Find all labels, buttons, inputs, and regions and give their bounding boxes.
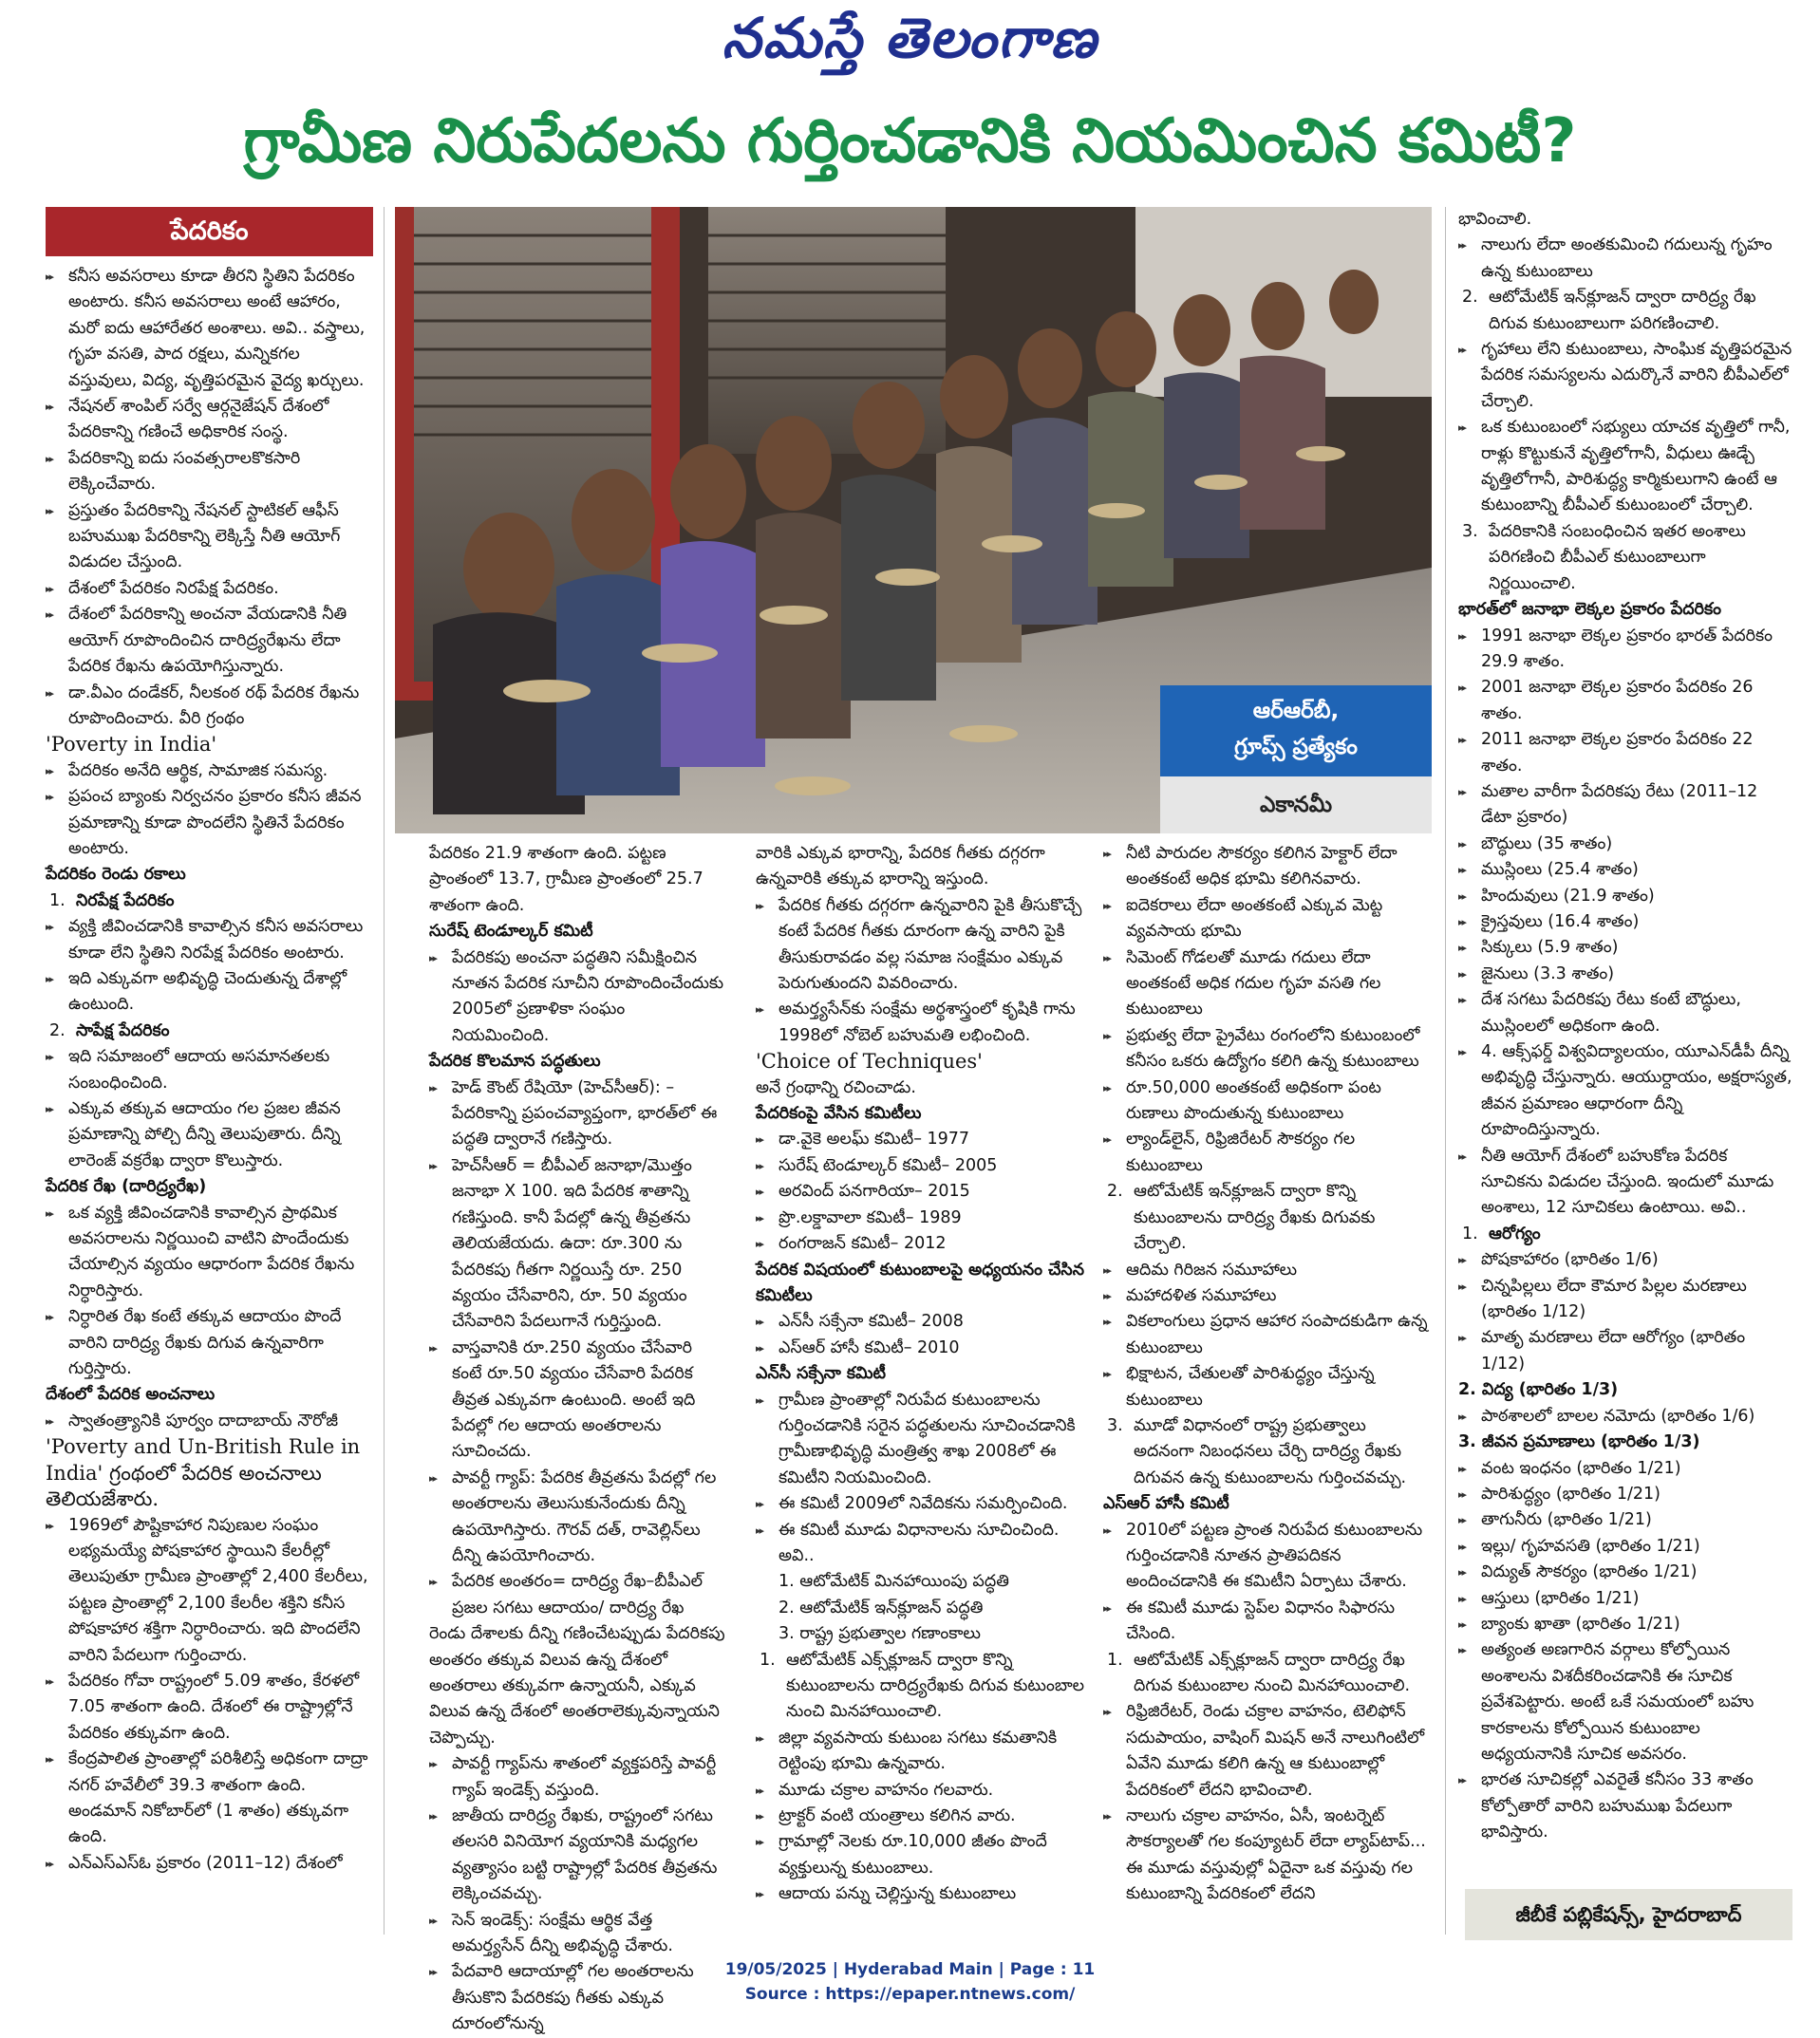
bullet-point: ▸▸ ఒక కుటుంబంలో సభ్యులు యాచక వృత్తిలో గానీ, రాళ్లు కొట్టుకునే వృత్తిలోగానీ, వీధులు ఊడ్చే వృత్తిలోగానీ, పారిశుద్ధ్య కార్మికులుగాని ఉంటే ఆ కుటుంబాన్ని బీపీఎల్ కుటుంబంలో చేర్చాలి. (1458, 415, 1792, 519)
bullet-point: ▸▸ గ్రామీణ ప్రాంతాల్లో నిరుపేద కుటుంబాలను గుర్తించడానికి సరైన పద్ధతులను సూచించడానికి గ్రామీణాభివృద్ధి మంత్రిత్వ శాఖ 2008లో ఈ కమిటీని నియమించింది. (756, 1388, 1085, 1492)
bullet-point: ▸▸ ఎన్ఎస్ఎస్ఓ ప్రకారం (2011–12) దేశంలో (46, 1851, 373, 1877)
bullet-point: ▸▸ రంగరాజన్ కమిటీ– 2012 (756, 1231, 1085, 1257)
bullet-point: ▸▸ మహాదళిత సమూహాలు (1103, 1283, 1432, 1309)
column-4 (1103, 841, 1432, 1928)
bullet-point: ▸▸ ఎన్‌సీ సక్సేనా కమిటీ– 2008 (756, 1309, 1085, 1335)
bullet-point: ▸▸ హెడ్ కౌంట్ రేషియో (హెచ్‌సీఆర్): – పేదరికాన్ని ప్రపంచవ్యాప్తంగా, భారత్‌లో ఈ పద్ధతి ద్వారానే గణిస్తారు. (429, 1075, 725, 1153)
numbered-point (756, 1648, 1085, 1726)
bullet-point: ▸▸ ఆదాయ పన్ను చెల్లిస్తున్న కుటుంబాలు (756, 1881, 1085, 1907)
point-number: 3. (1462, 521, 1478, 541)
bullet-point: ▸▸ క్రైస్తవులు (16.4 శాతం) (1458, 909, 1792, 935)
subheading: 3. జీవన ప్రమాణాలు (భారితం 1/3) (1458, 1432, 1700, 1452)
bullet-point: ▸▸ చిన్నపిల్లలు లేదా కౌమార పిల్లల మరణాలు (భారితం 1/12) (1458, 1274, 1792, 1326)
bullet-point: ▸▸ పాఠశాలలో బాలల నమోదు (భారితం 1/6) (1458, 1404, 1792, 1430)
bullet-point: ▸▸ ప్రభుత్వ లేదా ప్రైవేటు రంగంలోని కుటుంబంలో కనీసం ఒకరు ఉద్యోగం కలిగి ఉన్న కుటుంబాలు (1103, 1023, 1432, 1075)
bullet-point: ▸▸ 1991 జనాభా లెక్కల ప్రకారం భారత్ పేదరికం 29.9 శాతం. (1458, 624, 1792, 676)
point-text: ఆటోమేటిక్ ఇన్‌క్లూజన్ ద్వారా దారిద్ర్య రేఖ దిగువ కుటుంబాలుగా పరిగణించాలి. (1489, 288, 1756, 333)
bullet-point: ▸▸ కేంద్రపాలిత ప్రాంతాల్లో పరిశీలిస్తే అధికంగా దాద్రా నగర్ హవేలీలో 39.3 శాతంగా ఉంది. అండమాన్ నికోబార్‌లో (1 శాతం) తక్కువగా ఉంది. (46, 1747, 373, 1851)
bullet-point: ▸▸ సెన్ ఇండెక్స్: సంక్షేమ ఆర్థిక వేత్త అమర్త్యసేన్ దీన్ని అభివృద్ధి చేశారు. (429, 1908, 725, 1960)
bullet-point: ▸▸ స్వాతంత్ర్యానికి పూర్వం దాదాబాయ్ నౌరోజీ (46, 1409, 373, 1434)
paragraph: రెండు దేశాలకు దీన్ని గణించేటప్పుడు పేదరికపు అంతరం తక్కువ విలువ ఉన్న దేశంలో అంతరాలు తక్కువగా ఉన్నాయనీ, ఎక్కువ విలువ ఉన్న దేశంలో అంతరాలెక్కువున్నాయని చెప్పొచ్చు. (429, 1624, 725, 1748)
bullet-point: ▸▸ హిందువులు (21.9 శాతం) (1458, 884, 1792, 909)
overlay-line-1: ఆర్ఆర్‌బీ, (1252, 699, 1340, 723)
bullet-point: ▸▸ ట్రాక్టర్ వంటి యంత్రాలు కలిగిన వారు. (756, 1804, 1085, 1829)
overlay-tag: ఎకానమీ (1160, 776, 1432, 833)
column-1 (46, 207, 373, 1944)
point-number: 1. (760, 1650, 776, 1670)
bullet-point: ▸▸ నేషనల్ శాంపిల్ సర్వే ఆర్గనైజేషన్ దేశంలో పేదరికాన్ని గణించే అధికారిక సంస్థ. (46, 394, 373, 446)
point-text: సాపేక్ష పేదరికం (76, 1020, 170, 1040)
column-divider (1445, 207, 1446, 1935)
bullet-point: ▸▸ పేదవారి ఆదాయాల్లో గల అంతరాలను తీసుకొని పేదరికపు గీతకు ఎక్కువ దూరంలోనున్న (429, 1959, 725, 2037)
subheading: భారత్‌లో జనాభా లెక్కల ప్రకారం పేదరికం (1458, 600, 1722, 620)
subheading: పేదరికం రెండు రకాలు (46, 865, 186, 885)
bullet-point: ▸▸ వాస్తవానికి రూ.250 వ్యయం చేసేవారి కంటే రూ.50 వ్యయం చేసేవారి పేదరిక తీవ్రత ఎక్కువగా ఉంటుంది. అంటే ఇది పేదల్లో గల ఆదాయ అంతరాలను సూచించదు. (429, 1336, 725, 1466)
bullet-point: ▸▸ ప్రొ.లక్డావాలా కమిటీ– 1989 (756, 1206, 1085, 1231)
point-text: ఆటోమేటిక్ ఎక్స్‌క్లూజన్ ద్వారా కొన్ని కుటుంబాలను దారిద్ర్యరేఖకు దిగువ కుటుంబాల నుంచి మినహాయించాలి. (786, 1650, 1084, 1722)
bullet-point: ▸▸ భిక్షాటన, చేతులతో పారిశుద్ధ్యం చేస్తున్న కుటుంబాలు (1103, 1361, 1432, 1413)
bullet-point: ▸▸ విద్యుత్ సౌకర్యం (భారితం 1/21) (1458, 1560, 1792, 1585)
numbered-point (1103, 1413, 1432, 1491)
topic-overlay (1160, 685, 1432, 833)
bullet-point: ▸▸ ఇది సమాజంలో ఆదాయ అసమానతలకు సంబంధించింది. (46, 1044, 373, 1096)
subheading: ఎస్ఆర్ హాసీ కమిటీ (1103, 1494, 1229, 1514)
bullet-point: ▸▸ మూడు చక్రాల వాహనం గలవారు. (756, 1778, 1085, 1804)
bullet-point: ▸▸ జైనులు (3.3 శాతం) (1458, 962, 1792, 987)
bullet-point: ▸▸ ప్రపంచ బ్యాంకు నిర్వచనం ప్రకారం కనీస జీవన ప్రమాణాన్ని కూడా పొందలేని స్థితినే పేదరికం అంటారు. (46, 784, 373, 862)
subheading: 2. విద్య (భారితం 1/3) (1458, 1380, 1619, 1400)
bullet-point: ▸▸ నిర్ధారిత రేఖ కంటే తక్కువ ఆదాయం పొందే వారిని దారిద్ర్య రేఖకు దిగువ ఉన్నవారిగా గుర్తిస్తారు. (46, 1304, 373, 1382)
headline: గ్రామీణ నిరుపేదలను గుర్తించడానికి నియమించిన కమిటీ? (243, 106, 1577, 177)
bullet-point: ▸▸ పేదరికపు అంచనా పద్ధతిని సమీక్షించిన నూతన పేదరిక సూచీని రూపొందించేందుకు 2005లో ప్రణాళికా సంఘం నియమించింది. (429, 945, 725, 1050)
bullet-point: ▸▸ వ్యక్తి జీవించడానికి కావాల్సిన కనీస అవసరాలు కూడా లేని స్థితిని నిరపేక్ష పేదరికం అంటారు. (46, 914, 373, 966)
point-text: పేదరికానికి సంబంధించిన ఇతర అంశాలు పరిగణించి బీపీఎల్ కుటుంబాలుగా నిర్ణయించాలి. (1489, 521, 1746, 593)
numbered-point (1103, 1179, 1432, 1257)
bullet-point: ▸▸ డా.వీఎం దండేకర్, నీలకంఠ రథ్ పేదరిక రేఖను రూపొందించారు. వీరి గ్రంథం (46, 681, 373, 733)
point-number: 2. (1107, 1182, 1123, 1202)
bullet-point: ▸▸ వికలాంగులు ప్రధాన ఆహార సంపాదకుడిగా ఉన్న కుటుంబాలు (1103, 1309, 1432, 1361)
point-text: మూడో విధానంలో రాష్ట్ర ప్రభుత్వాలు అదనంగా నిబంధనలు చేర్చి దారిద్ర్య రేఖకు దిగువన ఉన్న కుటుంబాలను గుర్తించవచ్చు. (1134, 1415, 1407, 1487)
bullet-point: ▸▸ బ్యాంకు ఖాతా (భారితం 1/21) (1458, 1612, 1792, 1637)
bullet-point: ▸▸ నీటి పారుదల సౌకర్యం కలిగిన హెక్టార్ లేదా అంతకంటే అధిక భూమి కలిగినవారు. (1103, 841, 1432, 893)
bullet-point: ▸▸ మతాల వారీగా పేదరికపు రేటు (2011–12 డేటా ప్రకారం) (1458, 779, 1792, 832)
bullet-point: ▸▸ 4. ఆక్స్‌ఫర్డ్ విశ్వవిద్యాలయం, యూఎన్‌డీపీ దీన్ని అభివృద్ధి చేస్తున్నారు. ఆయుర్దాయం, అక్షరాస్యత, జీవన ప్రమాణం ఆధారంగా దీన్ని రూపొందిస్తున్నారు. (1458, 1039, 1792, 1144)
bullet-point: ▸▸ ఎస్ఆర్ హాసీ కమిటీ– 2010 (756, 1336, 1085, 1361)
bullet-point: ▸▸ ఆస్తులు (భారితం 1/21) (1458, 1586, 1792, 1612)
numbered-point (46, 888, 373, 914)
subheading: సురేష్ టెండూల్కర్ కమిటీ (429, 922, 593, 942)
point-text: ఆరోగ్యం (1489, 1224, 1541, 1243)
paragraph: 'Choice of Techniques' (756, 1050, 983, 1074)
bullet-point: ▸▸ ప్రస్తుతం పేదరికాన్ని నేషనల్ స్టాటికల్ ఆఫీస్ బహుముఖ పేదరికాన్ని లెక్కిస్తే నీతి ఆయోగ్ విడుదల చేస్తుంది. (46, 498, 373, 576)
bullet-point: ▸▸ జిల్లా వ్యవసాయ కుటుంబ సగటు కమతానికి రెట్టింపు భూమి ఉన్నవారు. (756, 1726, 1085, 1778)
numbered-point (1458, 519, 1792, 597)
bullet-point: ▸▸ 1969లో పౌష్టికాహార నిపుణుల సంఘం లభ్యమయ్యే పోషకాహార స్థాయిని కేలరీల్లో తెలుపుతూ గ్రామీణ ప్రాంతాల్లో 2,400 కేలరీలు, పట్టణ ప్రాంతాల్లో 2,100 కేలరీల శక్తిని కనీస పోషకాహార శక్తిగా నిర్ధారించారు. ఇది పొందలేని వారిని పేదలుగా గుర్తించారు. (46, 1513, 373, 1669)
bullet-point: ▸▸ ఈ కమిటీ 2009లో నివేదికను సమర్పించింది. (756, 1491, 1085, 1517)
bullet-point: ▸▸ ఒక వ్యక్తి జీవించడానికి కావాల్సిన ప్రాథమిక అవసరాలను నిర్ణయించి వాటిని పొందేందుకు చేయాల్సిన వ్యయం ఆధారంగా పేదరిక రేఖను నిర్ధారిస్తారు. (46, 1201, 373, 1305)
paragraph: భావించాలి. (1458, 210, 1532, 229)
bullet-point: ▸▸ పేదరిక అంతరం= దారిద్ర్య రేఖ–బీపీఎల్ ప్రజల సగటు ఆదాయం/ దారిద్ర్య రేఖ (429, 1569, 725, 1621)
overlay-line-2: గ్రూప్స్ ప్రత్యేకం (1234, 735, 1358, 759)
numbered-point (1458, 285, 1792, 337)
point-number: 2. (49, 1020, 66, 1040)
bullet-point: ▸▸ 2011 జనాభా లెక్కల ప్రకారం పేదరికం 22 శాతం. (1458, 727, 1792, 779)
bullet-point: ▸▸ సిమెంట్ గోడలతో మూడు గదులు లేదా అంతకంటే అధిక గదుల గృహ వసతి గల కుటుంబాలు (1103, 945, 1432, 1023)
bullet-point: ▸▸ హెచ్‌సీఆర్ = బీపీఎల్ జనాభా/మొత్తం జనాభా X 100. ఇది పేదరిక శాతాన్ని గణిస్తుంది. కానీ పేదల్లో ఉన్న తీవ్రతను తెలియజేయదు. ఉదా: రూ.300 ను పేదరికపు గీతగా నిర్ణయిస్తే రూ. 250 వ్యయం చేసేవారిని, రూ. 50 వ్యయం చేసేవారిని పేదలుగానే గుర్తిస్తుంది. (429, 1153, 725, 1336)
bullet-point: ▸▸ దేశంలో పేదరికాన్ని అంచనా వేయడానికి నీతి ఆయోగ్ రూపొందించిన దారిద్ర్యరేఖను లేదా పేదరిక రేఖను ఉపయోగిస్తున్నారు. (46, 602, 373, 680)
point-text: ఆటోమేటిక్ ఎక్స్‌క్లూజన్ ద్వారా దారిద్ర్య రేఖ దిగువ కుటుంబాల నుంచి మినహాయించాలి. (1134, 1650, 1411, 1695)
footer-date-edition: 19/05/2025 | Hyderabad Main | Page : 11 (724, 1960, 1096, 1979)
point-number: 1. (49, 890, 66, 910)
paragraph: వారికి ఎక్కువ భారాన్ని, పేదరిక గీతకు దగ్గరగా ఉన్నవారికి తక్కువ భారాన్ని ఇస్తుంది. (756, 844, 1045, 889)
paragraph: 2. ఆటోమేటిక్ ఇన్‌క్లూజన్ పద్ధతి (779, 1598, 984, 1617)
bullet-point: ▸▸ భారత సూచికల్లో ఎవరైతే కనీసం 33 శాతం కోల్పోతారో వారిని బహుముఖ పేదలుగా భావిస్తారు. (1458, 1767, 1792, 1845)
column-divider (384, 207, 385, 1935)
bullet-point: ▸▸ రూ.50,000 అంతకంటే అధికంగా పంట రుణాలు పొందుతున్న కుటుంబాలు (1103, 1075, 1432, 1128)
bullet-point: ▸▸ డా.వైకె అలఘ్ కమిటీ– 1977 (756, 1127, 1085, 1152)
bullet-point: ▸▸ గృహాలు లేని కుటుంబాలు, సాంఘిక వృత్తిపరమైన పేదరిక సమస్యలను ఎదుర్కొనే వారిని బీపీఎల్‌లో చేర్చాలి. (1458, 337, 1792, 415)
point-number: 2. (1462, 288, 1478, 308)
bullet-point: ▸▸ బౌద్ధులు (35 శాతం) (1458, 832, 1792, 857)
paragraph: పేదరికం 21.9 శాతంగా ఉంది. పట్టణ ప్రాంతంలో 13.7, గ్రామీణ ప్రాంతంలో 25.7 శాతంగా ఉంది. (429, 844, 704, 915)
bullet-point: ▸▸ 2001 జనాభా లెక్కల ప్రకారం పేదరికం 26 శాతం. (1458, 675, 1792, 727)
bullet-point: ▸▸ పేదరికం అనేది ఆర్థిక, సామాజిక సమస్య. (46, 758, 373, 784)
bullet-point: ▸▸ సురేష్ టెండూల్కర్ కమిటీ– 2005 (756, 1153, 1085, 1179)
bullet-point: ▸▸ అమర్త్యసేన్‌కు సంక్షేమ అర్థశాస్త్రంలో కృషికి గాను 1998లో నోబెల్ బహుమతి లభించింది. (756, 997, 1085, 1049)
bullet-point: ▸▸ పారిశుద్ధ్యం (భారితం 1/21) (1458, 1482, 1792, 1507)
bullet-point: ▸▸ ఇది ఎక్కువగా అభివృద్ధి చెందుతున్న దేశాల్లో ఉంటుంది. (46, 966, 373, 1019)
numbered-point (1103, 1648, 1432, 1700)
bullet-point: ▸▸ తాగునీరు (భారితం 1/21) (1458, 1507, 1792, 1533)
publisher-credit: జీబీకే పబ్లికేషన్స్, హైదరాబాద్ (1465, 1889, 1792, 1940)
bullet-point: ▸▸ మాతృ మరణాలు లేదా ఆరోగ్యం (భారితం 1/12) (1458, 1325, 1792, 1377)
bullet-point: ▸▸ ఈ కమిటీ మూడు విధానాలను సూచించింది. అవి.. (756, 1518, 1085, 1570)
bullet-point: ▸▸ పావర్టీ గ్యాప్‌ను శాతంలో వ్యక్తపరిస్తే పావర్టీ గ్యాప్ ఇండెక్స్ వస్తుంది. (429, 1751, 725, 1804)
bullet-point: ▸▸ పావర్టీ గ్యాప్: పేదరిక తీవ్రతను పేదల్లో గల అంతరాలను తెలుసుకునేందుకు దీన్ని ఉపయోగిస్తారు. గౌరవ్ దత్, రావెల్లిన్‌లు దీన్ని ఉపయోగించారు. (429, 1466, 725, 1570)
bullet-point: ▸▸ కనీస అవసరాలు కూడా తీరని స్థితిని పేదరికం అంటారు. కనీస అవసరాలు అంటే ఆహారం, మరో ఐదు ఆహారేతర అంశాలు. అవి.. వస్త్రాలు, గృహ వసతి, పాద రక్షలు, మన్నికగల వస్తువులు, విద్య, వృత్తిపరమైన వైద్య ఖర్చులు. (46, 264, 373, 394)
bullet-point: ▸▸ అరవింద్ పనగారియా– 2015 (756, 1179, 1085, 1205)
footer-source: Source : https://epaper.ntnews.com/ (744, 1985, 1076, 2004)
masthead-logo: నమస్తే తెలంగాణ (722, 6, 1098, 70)
bullet-point: ▸▸ నాలుగు లేదా అంతకుమించి గదులున్న గృహం ఉన్న కుటుంబాలు (1458, 233, 1792, 285)
paragraph: 1. ఆటోమేటిక్ మినహాయింపు పద్ధతి (779, 1572, 1009, 1592)
subheading: ఎన్‌సీ సక్సేనా కమిటీ (756, 1364, 887, 1384)
bullet-point: ▸▸ జాతీయ దారిద్ర్య రేఖకు, రాష్ట్రంలో సగటు తలసరి వినియోగ వ్యయానికి మధ్యగల వ్యత్యాసం బట్టి రాష్ట్రాల్లో పేదరిక తీవ్రతను లెక్కించవచ్చు. (429, 1804, 725, 1908)
bullet-point: ▸▸ నాలుగు చక్రాల వాహనం, ఏసీ, ఇంటర్నెట్ సౌకర్యాలతో గల కంప్యూటర్ లేదా ల్యాప్‌టాప్... ఈ మూడు వస్తువుల్లో ఏదైనా ఒక వస్తువు గల కుటుంబాన్ని పేదరికంలో లేదని (1103, 1804, 1432, 1908)
numbered-point (46, 1019, 373, 1044)
point-number: 1. (1462, 1224, 1478, 1243)
bullet-point: ▸▸ దేశంలో పేదరికం నిరపేక్ష పేదరికం. (46, 576, 373, 602)
subheading: పేదరిక విషయంలో కుటుంబాలపై అధ్యయనం చేసిన కమిటీలు (756, 1260, 1085, 1305)
column-5 (1458, 207, 1792, 1885)
bullet-point: ▸▸ నీతి ఆయోగ్ దేశంలో బహుకోణ పేదరిక సూచికను విడుదల చేస్తుంది. ఇందులో మూడు అంశాలు, 12 సూచికలు ఉంటాయి. అవి.. (1458, 1144, 1792, 1222)
bullet-point: ▸▸ 2010లో పట్టణ ప్రాంత నిరుపేద కుటుంబాలను గుర్తించడానికి నూతన ప్రాతిపదికన అందించడానికి ఈ కమిటీని ఏర్పాటు చేశారు. (1103, 1518, 1432, 1596)
column-2 (429, 841, 725, 2034)
bullet-point: ▸▸ రిఫ్రిజిరేటర్, రెండు చక్రాల వాహనం, టెలిఫోన్ సదుపాయం, వాషింగ్ మిషన్ అనే నాలుగింటిలో ఏవేని మూడు కలిగి ఉన్న ఆ కుటుంబాల్లో పేదరికంలో లేదని భావించాలి. (1103, 1699, 1432, 1804)
bullet-point: ▸▸ వంట ఇంధనం (భారితం 1/21) (1458, 1456, 1792, 1482)
point-number: 3. (1107, 1415, 1123, 1435)
subheading: పేదరికంపై వేసిన కమిటీలు (756, 1104, 922, 1124)
paragraph: 3. రాష్ట్ర ప్రభుత్వాల గణాంకాలు (779, 1624, 981, 1644)
column-3 (756, 841, 1085, 1928)
bullet-point: ▸▸ ఈ కమిటీ మూడు స్టెప్‌ల విధానం సిఫారసు చేసింది. (1103, 1596, 1432, 1648)
paragraph: అనే గ్రంథాన్ని రచించాడు. (756, 1077, 916, 1097)
bullet-point: ▸▸ పోషకాహారం (భారితం 1/6) (1458, 1247, 1792, 1273)
bullet-point: ▸▸ పేదరికం గోవా రాష్ట్రంలో 5.09 శాతం, కేరళలో 7.05 శాతంగా ఉంది. దేశంలో ఈ రాష్ట్రాల్లోనే పేదరికం తక్కువగా ఉంది. (46, 1669, 373, 1747)
subheading: పేదరిక రేఖ (దారిద్ర్యరేఖ) (46, 1177, 207, 1197)
bullet-point: ▸▸ ఇల్లు/ గృహవసతి (భారితం 1/21) (1458, 1534, 1792, 1560)
bullet-point: ▸▸ ఎక్కువ తక్కువ ఆదాయం గల ప్రజల జీవన ప్రమాణాన్ని పోల్చి దీన్ని తెలుపుతారు. దీన్ని లారెంజ్ వక్రరేఖ ద్వారా కొలుస్తారు. (46, 1096, 373, 1174)
bullet-point: ▸▸ అత్యంత అణగారిన వర్గాలు కోల్పోయిన అంశాలను విశదీకరించడానికి ఈ సూచిక ప్రవేశపెట్టారు. అంటే ఒకే సమయంలో బహు కారకాలను కోల్పోయిన కుటుంబాల అధ్యయనానికి సూచిక అవసరం. (1458, 1637, 1792, 1767)
bullet-point: ▸▸ పేదరిక గీతకు దగ్గరగా ఉన్నవారిని పైకి తీసుకొచ్చే కంటే పేదరిక గీతకు దూరంగా ఉన్న వారిని పైకి తీసుకురావడం వల్ల సమాజ సంక్షేమం ఎక్కువ పెరుగుతుందని వివరించారు. (756, 893, 1085, 998)
paragraph: 'Poverty and Un-British Rule in India' గ్రంథంలో పేదరిక అంచనాలు తెలియజేశారు. (46, 1435, 361, 1511)
bullet-point: ▸▸ ఐదెకరాలు లేదా అంతకంటే ఎక్కువ మెట్ట వ్యవసాయ భూమి (1103, 893, 1432, 945)
bullet-point: ▸▸ గ్రామాల్లో నెలకు రూ.10,000 జీతం పొందే వ్యక్తులున్న కుటుంబాలు. (756, 1829, 1085, 1881)
point-number: 1. (1107, 1650, 1123, 1670)
bullet-point: ▸▸ ముస్లింలు (25.4 శాతం) (1458, 857, 1792, 883)
section-tag: పేదరికం (46, 207, 373, 256)
point-text: ఆటోమేటిక్ ఇన్‌క్లూజన్ ద్వారా కొన్ని కుటుంబాలను దారిద్ర్య రేఖకు దిగువకు చేర్చాలి. (1134, 1182, 1376, 1254)
page-footer (0, 1957, 1820, 2007)
bullet-point: ▸▸ ల్యాండ్‌లైన్, రిఫ్రిజిరేటర్ సౌకర్యం గల కుటుంబాలు (1103, 1127, 1432, 1179)
bullet-point: ▸▸ సిక్కులు (5.9 శాతం) (1458, 935, 1792, 961)
bullet-point: ▸▸ పేదరికాన్ని ఐదు సంవత్సరాలకొకసారి లెక్కించేవారు. (46, 446, 373, 498)
subheading: పేదరిక కొలమాన పద్ధతులు (429, 1052, 601, 1072)
overlay-title-box (1160, 685, 1432, 776)
numbered-point (1458, 1222, 1792, 1247)
bullet-point: ▸▸ ఆదిమ గిరిజన సమూహాలు (1103, 1258, 1432, 1283)
paragraph: 'Poverty in India' (46, 733, 217, 757)
bullet-point: ▸▸ దేశ సగటు పేదరికపు రేటు కంటే బౌద్ధులు, ముస్లింలలో అధికంగా ఉంది. (1458, 987, 1792, 1039)
subheading: దేశంలో పేదరిక అంచనాలు (46, 1385, 216, 1405)
point-text: నిరపేక్ష పేదరికం (76, 890, 175, 910)
